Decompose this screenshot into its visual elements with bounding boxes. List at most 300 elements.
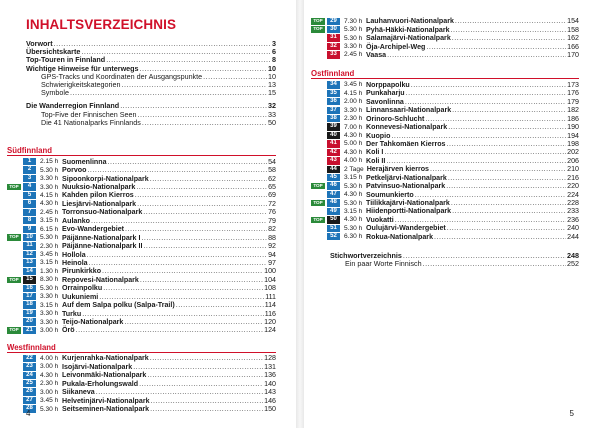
tour-page: 88 — [268, 233, 276, 242]
tour-name: Seitseminen-Nationalpark — [62, 405, 150, 414]
tour-entry[interactable] — [7, 371, 276, 379]
tour-name: Siikaneva — [62, 388, 95, 397]
tour-name: Lauhanvuori-Nationalpark — [366, 17, 454, 26]
toc-leader-dots — [54, 40, 271, 48]
tour-entry[interactable] — [7, 200, 276, 208]
tour-number-badge: 29 — [327, 18, 340, 25]
tour-entry[interactable] — [7, 267, 276, 275]
toc-leader-dots — [96, 388, 263, 396]
tour-name: Heinola — [62, 258, 88, 267]
tour-duration: 5.30 h — [344, 182, 363, 190]
tour-number-badge: 40 — [327, 132, 340, 139]
toc-leader-dots — [122, 81, 267, 89]
toc-leader-dots — [386, 157, 566, 165]
tour-page: 179 — [567, 97, 579, 106]
tour-number-badge: 24 — [23, 372, 36, 379]
tour-entry[interactable] — [7, 233, 276, 241]
tour-entry[interactable] — [7, 301, 276, 309]
toc-leader-dots — [411, 81, 566, 89]
tour-duration: 4.30 h — [344, 216, 363, 224]
tour-entry[interactable] — [7, 354, 276, 362]
toc-leader-dots — [387, 51, 566, 59]
toc-leader-dots — [87, 166, 267, 174]
top-tour-badge: TOP — [7, 277, 21, 284]
tour-page: 170 — [567, 50, 579, 59]
top-tour-badge — [7, 251, 21, 258]
toc-leader-dots — [82, 310, 264, 318]
tour-page: 173 — [567, 80, 579, 89]
toc-leader-dots — [89, 259, 267, 267]
tour-number-badge: 44 — [327, 166, 340, 173]
tour-name: Päijänne-Nationalpark II — [62, 242, 143, 251]
top-tour-badge — [7, 243, 21, 250]
toc-general — [26, 40, 276, 127]
tour-entry[interactable] — [7, 217, 276, 225]
tour-number-badge: 52 — [327, 233, 340, 240]
tour-duration: 5.30 h — [344, 199, 363, 207]
toc-leader-dots — [430, 165, 566, 173]
tour-page: 190 — [567, 123, 579, 132]
tour-duration: 4.00 h — [40, 354, 59, 362]
top-tour-badge: TOP — [7, 327, 21, 334]
top-tour-badge — [7, 397, 21, 404]
tour-entry[interactable] — [7, 183, 276, 191]
tour-duration: 2.15 h — [40, 158, 59, 166]
toc-entry-label: Die 41 Nationalparks Finnlands — [41, 117, 141, 127]
top-tour-badge — [311, 35, 325, 42]
top-tour-badge — [311, 191, 325, 198]
tour-name: Tiilikkajärvi-Nationalpark — [366, 199, 450, 208]
tour-duration: 3.45 h — [40, 251, 59, 259]
tour-number-badge: 23 — [23, 363, 36, 370]
tour-duration: 2.30 h — [40, 242, 59, 250]
top-tour-badge — [311, 98, 325, 105]
tour-entry[interactable] — [7, 191, 276, 199]
tour-duration: 2.30 h — [344, 115, 363, 123]
tour-entry[interactable] — [311, 174, 579, 182]
top-tour-badge — [311, 124, 325, 131]
toc-leader-dots — [203, 73, 267, 81]
top-tour-badge — [7, 226, 21, 233]
tour-entry[interactable] — [7, 259, 276, 267]
tour-name: Evo-Wandergebiet — [62, 225, 125, 234]
tour-duration: 5.30 h — [344, 224, 363, 232]
tour-number-badge: 50 — [327, 216, 340, 223]
toc-leader-dots — [384, 148, 566, 156]
tour-number-badge: 28 — [23, 405, 36, 412]
toc-leader-dots — [395, 216, 566, 224]
toc-leader-dots — [448, 123, 566, 131]
tour-name: Pukala-Erholungswald — [62, 379, 139, 388]
tour-number-badge: 16 — [23, 285, 36, 292]
tour-name: Aulanko — [62, 216, 90, 225]
tour-number-badge: 21 — [23, 327, 36, 334]
tour-entry[interactable] — [7, 242, 276, 250]
tour-entry[interactable] — [7, 276, 276, 284]
tour-entry[interactable] — [311, 106, 579, 114]
tour-page: 233 — [567, 207, 579, 216]
top-tour-badge — [311, 141, 325, 148]
toc-tail — [330, 252, 579, 268]
tour-duration: 2.00 h — [344, 98, 363, 106]
tour-page: 150 — [264, 405, 276, 414]
tour-entry[interactable] — [311, 123, 579, 131]
top-tour-badge — [311, 82, 325, 89]
tour-entry[interactable] — [7, 166, 276, 174]
toc-leader-dots — [447, 224, 566, 232]
tour-number-badge: 7 — [23, 209, 36, 216]
tour-entry[interactable] — [7, 380, 276, 388]
tour-entry[interactable] — [7, 405, 276, 413]
tour-duration: 2.30 h — [40, 380, 59, 388]
tour-page: 82 — [268, 225, 276, 234]
top-tour-badge — [7, 293, 21, 300]
tour-number-badge: 12 — [23, 251, 36, 258]
tour-duration: 3.00 h — [40, 363, 59, 371]
toc-leader-dots — [124, 318, 263, 326]
tour-name: Rokua-Nationalpark — [366, 232, 434, 241]
tour-entry[interactable] — [311, 233, 579, 241]
tour-number-badge: 10 — [23, 234, 36, 241]
tour-entry[interactable] — [7, 250, 276, 258]
tour-entry[interactable] — [311, 182, 579, 190]
top-tour-badge — [7, 302, 21, 309]
toc-entry-label: Wichtige Hinweise für unterwegs — [26, 63, 139, 73]
tour-number-badge: 36 — [327, 98, 340, 105]
toc-leader-dots — [405, 98, 566, 106]
tour-entry[interactable] — [311, 81, 579, 89]
toc-leader-dots — [150, 405, 263, 413]
tour-number-badge: 48 — [327, 199, 340, 206]
tour-duration: 4.30 h — [40, 371, 59, 379]
toc-leader-dots — [147, 371, 263, 379]
tour-number-badge: 32 — [327, 43, 340, 50]
tour-name: Salamajärvi-Nationalpark — [366, 34, 451, 43]
top-tour-badge — [7, 380, 21, 387]
tour-duration: 5.30 h — [40, 284, 59, 292]
toc-entry-page: 13 — [268, 79, 276, 89]
tour-page: 198 — [567, 139, 579, 148]
tour-entry[interactable] — [311, 131, 579, 139]
tour-entry[interactable] — [311, 216, 579, 224]
tour-duration: 3.00 h — [40, 388, 59, 396]
tour-name: Soumunkierto — [366, 190, 414, 199]
tour-number-badge: 14 — [23, 268, 36, 275]
tour-number-badge: 38 — [327, 115, 340, 122]
tour-entry[interactable] — [7, 363, 276, 371]
toc-entry-label: Stichwortverzeichnis — [330, 251, 402, 260]
tour-name: Porvoo — [62, 166, 87, 175]
tour-page: 94 — [268, 250, 276, 259]
toc-entry[interactable] — [330, 260, 579, 268]
tour-name: Oulujärvi-Wandergebiet — [366, 224, 446, 233]
tour-page: 210 — [567, 165, 579, 174]
tour-entry[interactable] — [7, 174, 276, 182]
toc-entry-label: Vorwort — [26, 39, 53, 48]
tour-entry[interactable] — [7, 388, 276, 396]
tour-number-badge: 8 — [23, 217, 36, 224]
tour-name: Sipoonkorpi-Nationalpark — [62, 174, 149, 183]
top-tour-badge — [311, 233, 325, 240]
tour-duration: 5.30 h — [40, 405, 59, 413]
tour-page: 158 — [567, 25, 579, 34]
tour-duration: 2.45 h — [40, 208, 59, 216]
tour-entry[interactable] — [311, 51, 579, 59]
tour-entry[interactable] — [311, 199, 579, 207]
tour-page: 236 — [567, 215, 579, 224]
tour-page: 131 — [264, 362, 276, 371]
toc-leader-dots — [150, 354, 263, 362]
book-gutter — [296, 0, 304, 428]
top-tour-badge — [311, 166, 325, 173]
top-tour-badge — [7, 389, 21, 396]
tour-number-badge: 1 — [23, 158, 36, 165]
top-tour-badge: TOP — [7, 234, 21, 241]
tour-entry[interactable] — [311, 25, 579, 33]
top-tour-badge — [7, 268, 21, 275]
tour-entry[interactable] — [311, 148, 579, 156]
tour-duration: 3.30 h — [40, 175, 59, 183]
tour-name: Liesjärvi-Nationalpark — [62, 199, 137, 208]
tour-name: Vaasa — [366, 50, 387, 59]
tour-number-badge: 4 — [23, 183, 36, 190]
top-tour-badge: TOP — [311, 18, 325, 25]
tour-page: 100 — [264, 267, 276, 276]
toc-entry[interactable] — [26, 89, 276, 97]
tour-number-badge: 9 — [23, 226, 36, 233]
tour-entry[interactable] — [311, 34, 579, 42]
tour-duration: 3.15 h — [40, 259, 59, 267]
tour-page: 136 — [264, 371, 276, 380]
tour-duration: 3.45 h — [344, 81, 363, 89]
tour-number-badge: 25 — [23, 380, 36, 387]
tour-page: 146 — [264, 396, 276, 405]
top-tour-badge — [7, 355, 21, 362]
toc-leader-dots — [415, 191, 566, 199]
tour-page: 124 — [264, 326, 276, 335]
page-number-left: 4 — [26, 409, 31, 418]
tour-entry[interactable] — [311, 98, 579, 106]
tour-number-badge: 2 — [23, 166, 36, 173]
tour-number-badge: 22 — [23, 355, 36, 362]
tour-name: Auf dem Salpa polku (Salpa-Trail) — [62, 301, 175, 310]
tour-duration: 4.00 h — [344, 157, 363, 165]
tour-page: 58 — [268, 166, 276, 175]
tour-number-badge: 3 — [23, 175, 36, 182]
toc-leader-dots — [140, 276, 263, 284]
tour-number-badge: 45 — [327, 174, 340, 181]
toc-entry-label: Top-Touren in Finnland — [26, 55, 106, 65]
tour-page: 97 — [268, 258, 276, 267]
tour-number-badge: 6 — [23, 200, 36, 207]
tour-name: Herajärven kierros — [366, 165, 429, 174]
toc-entry-page: 252 — [567, 259, 579, 269]
tour-page: 186 — [567, 114, 579, 123]
tour-duration: 3.00 h — [40, 326, 59, 334]
tour-number-badge: 47 — [327, 191, 340, 198]
page-number-right: 5 — [569, 409, 574, 418]
toc-leader-dots — [176, 301, 264, 309]
tour-entry[interactable] — [7, 284, 276, 292]
tour-entry[interactable] — [7, 326, 276, 334]
tour-entry[interactable] — [311, 157, 579, 165]
toc-leader-dots — [434, 233, 566, 241]
tour-entry[interactable] — [311, 140, 579, 148]
tour-page: 54 — [268, 157, 276, 166]
tour-page: 104 — [264, 275, 276, 284]
top-tour-badge — [7, 201, 21, 208]
toc-entry[interactable] — [26, 119, 276, 127]
tour-duration: 3.30 h — [344, 106, 363, 114]
tour-number-badge: 35 — [327, 90, 340, 97]
tour-entry[interactable] — [7, 309, 276, 317]
toc-entry-label: Übersichtskarte — [26, 47, 81, 57]
top-tour-badge — [7, 310, 21, 317]
tour-duration: 5.30 h — [344, 26, 363, 34]
toc-leader-dots — [451, 26, 567, 34]
tour-page: 228 — [567, 199, 579, 208]
tour-name: Konnevesi-Nationalpark — [366, 123, 448, 132]
tour-duration: 3.15 h — [40, 217, 59, 225]
tour-duration: 4.30 h — [40, 200, 59, 208]
tour-name: Orinoro-Schlucht — [366, 114, 425, 123]
tour-entry[interactable] — [311, 89, 579, 97]
top-tour-badge — [7, 192, 21, 199]
tour-entry[interactable] — [311, 17, 579, 25]
tour-name: Leivonmäki-Nationalpark — [62, 371, 147, 380]
tour-duration: 3.30 h — [40, 318, 59, 326]
tour-duration: 3.15 h — [344, 174, 363, 182]
toc-leader-dots — [141, 234, 267, 242]
tour-name: Vuokatti — [366, 215, 394, 224]
toc-entry-label: Symbole — [41, 88, 69, 98]
tour-duration: 7.30 h — [344, 17, 363, 25]
tour-name: Repovesi-Nationalpark — [62, 275, 139, 284]
tour-name: Norppapolku — [366, 80, 410, 89]
tour-entry[interactable] — [7, 158, 276, 166]
tour-name: Kuopio — [366, 131, 391, 140]
tour-duration: 3.45 h — [40, 397, 59, 405]
page-title: INHALTSVERZEICHNIS — [26, 17, 177, 32]
tour-entry[interactable] — [311, 207, 579, 215]
tour-number-badge: 33 — [327, 51, 340, 58]
tour-number-badge: 18 — [23, 301, 36, 308]
top-tour-badge — [7, 158, 21, 165]
tour-list-right — [311, 17, 579, 241]
toc-leader-dots — [143, 208, 267, 216]
tour-page: 240 — [567, 224, 579, 233]
tour-duration: 3.30 h — [40, 293, 59, 301]
tour-page: 206 — [567, 156, 579, 165]
tour-list-left — [7, 141, 276, 413]
tour-number-badge: 13 — [23, 259, 36, 266]
tour-entry[interactable] — [311, 42, 579, 50]
tour-duration: 1.30 h — [40, 267, 59, 275]
top-tour-badge — [7, 167, 21, 174]
tour-duration: 4.30 h — [344, 148, 363, 156]
tour-duration: 3.30 h — [40, 183, 59, 191]
tour-duration: 8.30 h — [40, 276, 59, 284]
tour-duration: 3.15 h — [40, 301, 59, 309]
tour-name: Uukuniemi — [62, 292, 99, 301]
tour-duration: 4.15 h — [40, 191, 59, 199]
tour-number-badge: 43 — [327, 157, 340, 164]
top-tour-badge — [311, 90, 325, 97]
tour-page: 202 — [567, 148, 579, 157]
tour-number-badge: 31 — [327, 34, 340, 41]
toc-entry-label: Top-Five der Finnischen Seen — [41, 109, 137, 119]
tour-duration: 6.30 h — [344, 233, 363, 241]
tour-name: Teijo-Nationalpark — [62, 318, 124, 327]
top-tour-badge — [311, 115, 325, 122]
top-tour-badge: TOP — [7, 184, 21, 191]
tour-duration: 4.30 h — [344, 132, 363, 140]
tour-duration: 4.15 h — [344, 89, 363, 97]
right-page — [304, 0, 600, 428]
toc-entry-page: 50 — [268, 117, 276, 127]
top-tour-badge: TOP — [311, 217, 325, 224]
top-tour-badge — [7, 319, 21, 326]
tour-number-badge: 11 — [23, 242, 36, 249]
tour-entry[interactable] — [7, 208, 276, 216]
toc-leader-dots — [455, 17, 566, 25]
toc-leader-dots — [76, 326, 264, 334]
tour-name: Orrainpolku — [62, 284, 103, 293]
toc-entry-page: 10 — [268, 71, 276, 81]
tour-entry[interactable] — [311, 165, 579, 173]
tour-name: Koli I — [366, 148, 384, 157]
top-tour-badge — [7, 260, 21, 267]
top-tour-badge: TOP — [311, 26, 325, 33]
toc-leader-dots — [136, 183, 267, 191]
tour-name: Helvetinjärvi-Nationalpark — [62, 396, 150, 405]
toc-entry-label: Die Wanderregion Finnland — [26, 101, 120, 111]
tour-entry[interactable] — [7, 318, 276, 326]
toc-leader-dots — [135, 191, 267, 199]
tour-entry[interactable] — [7, 396, 276, 404]
tour-number-badge: 34 — [327, 81, 340, 88]
toc-leader-dots — [406, 89, 567, 97]
tour-page: 108 — [264, 284, 276, 293]
toc-leader-dots — [425, 115, 566, 123]
tour-entry[interactable] — [7, 293, 276, 301]
tour-entry[interactable] — [311, 224, 579, 232]
tour-page: 76 — [268, 208, 276, 217]
tour-duration: 5.30 h — [344, 34, 363, 42]
tour-duration: 7.00 h — [344, 123, 363, 131]
toc-entry-label: Schwierigkeitskategorien — [41, 79, 121, 89]
top-tour-badge — [311, 107, 325, 114]
tour-page: 120 — [264, 318, 276, 327]
top-tour-badge — [7, 209, 21, 216]
tour-entry[interactable] — [7, 225, 276, 233]
top-tour-badge — [311, 132, 325, 139]
tour-duration: 2.45 h — [344, 51, 363, 59]
tour-name: Öja-Archipel-Weg — [366, 42, 426, 51]
tour-duration: 3.30 h — [40, 310, 59, 318]
tour-entry[interactable] — [311, 114, 579, 122]
toc-entry-page: 248 — [567, 251, 579, 260]
top-tour-badge — [311, 225, 325, 232]
toc-leader-dots — [452, 106, 566, 114]
tour-number-badge: 19 — [23, 310, 36, 317]
toc-leader-dots — [87, 251, 267, 259]
tour-entry[interactable] — [311, 190, 579, 198]
tour-page: 72 — [268, 199, 276, 208]
top-tour-badge — [7, 175, 21, 182]
tour-name: Pirunkirkko — [62, 267, 102, 276]
tour-duration: 5.30 h — [40, 234, 59, 242]
